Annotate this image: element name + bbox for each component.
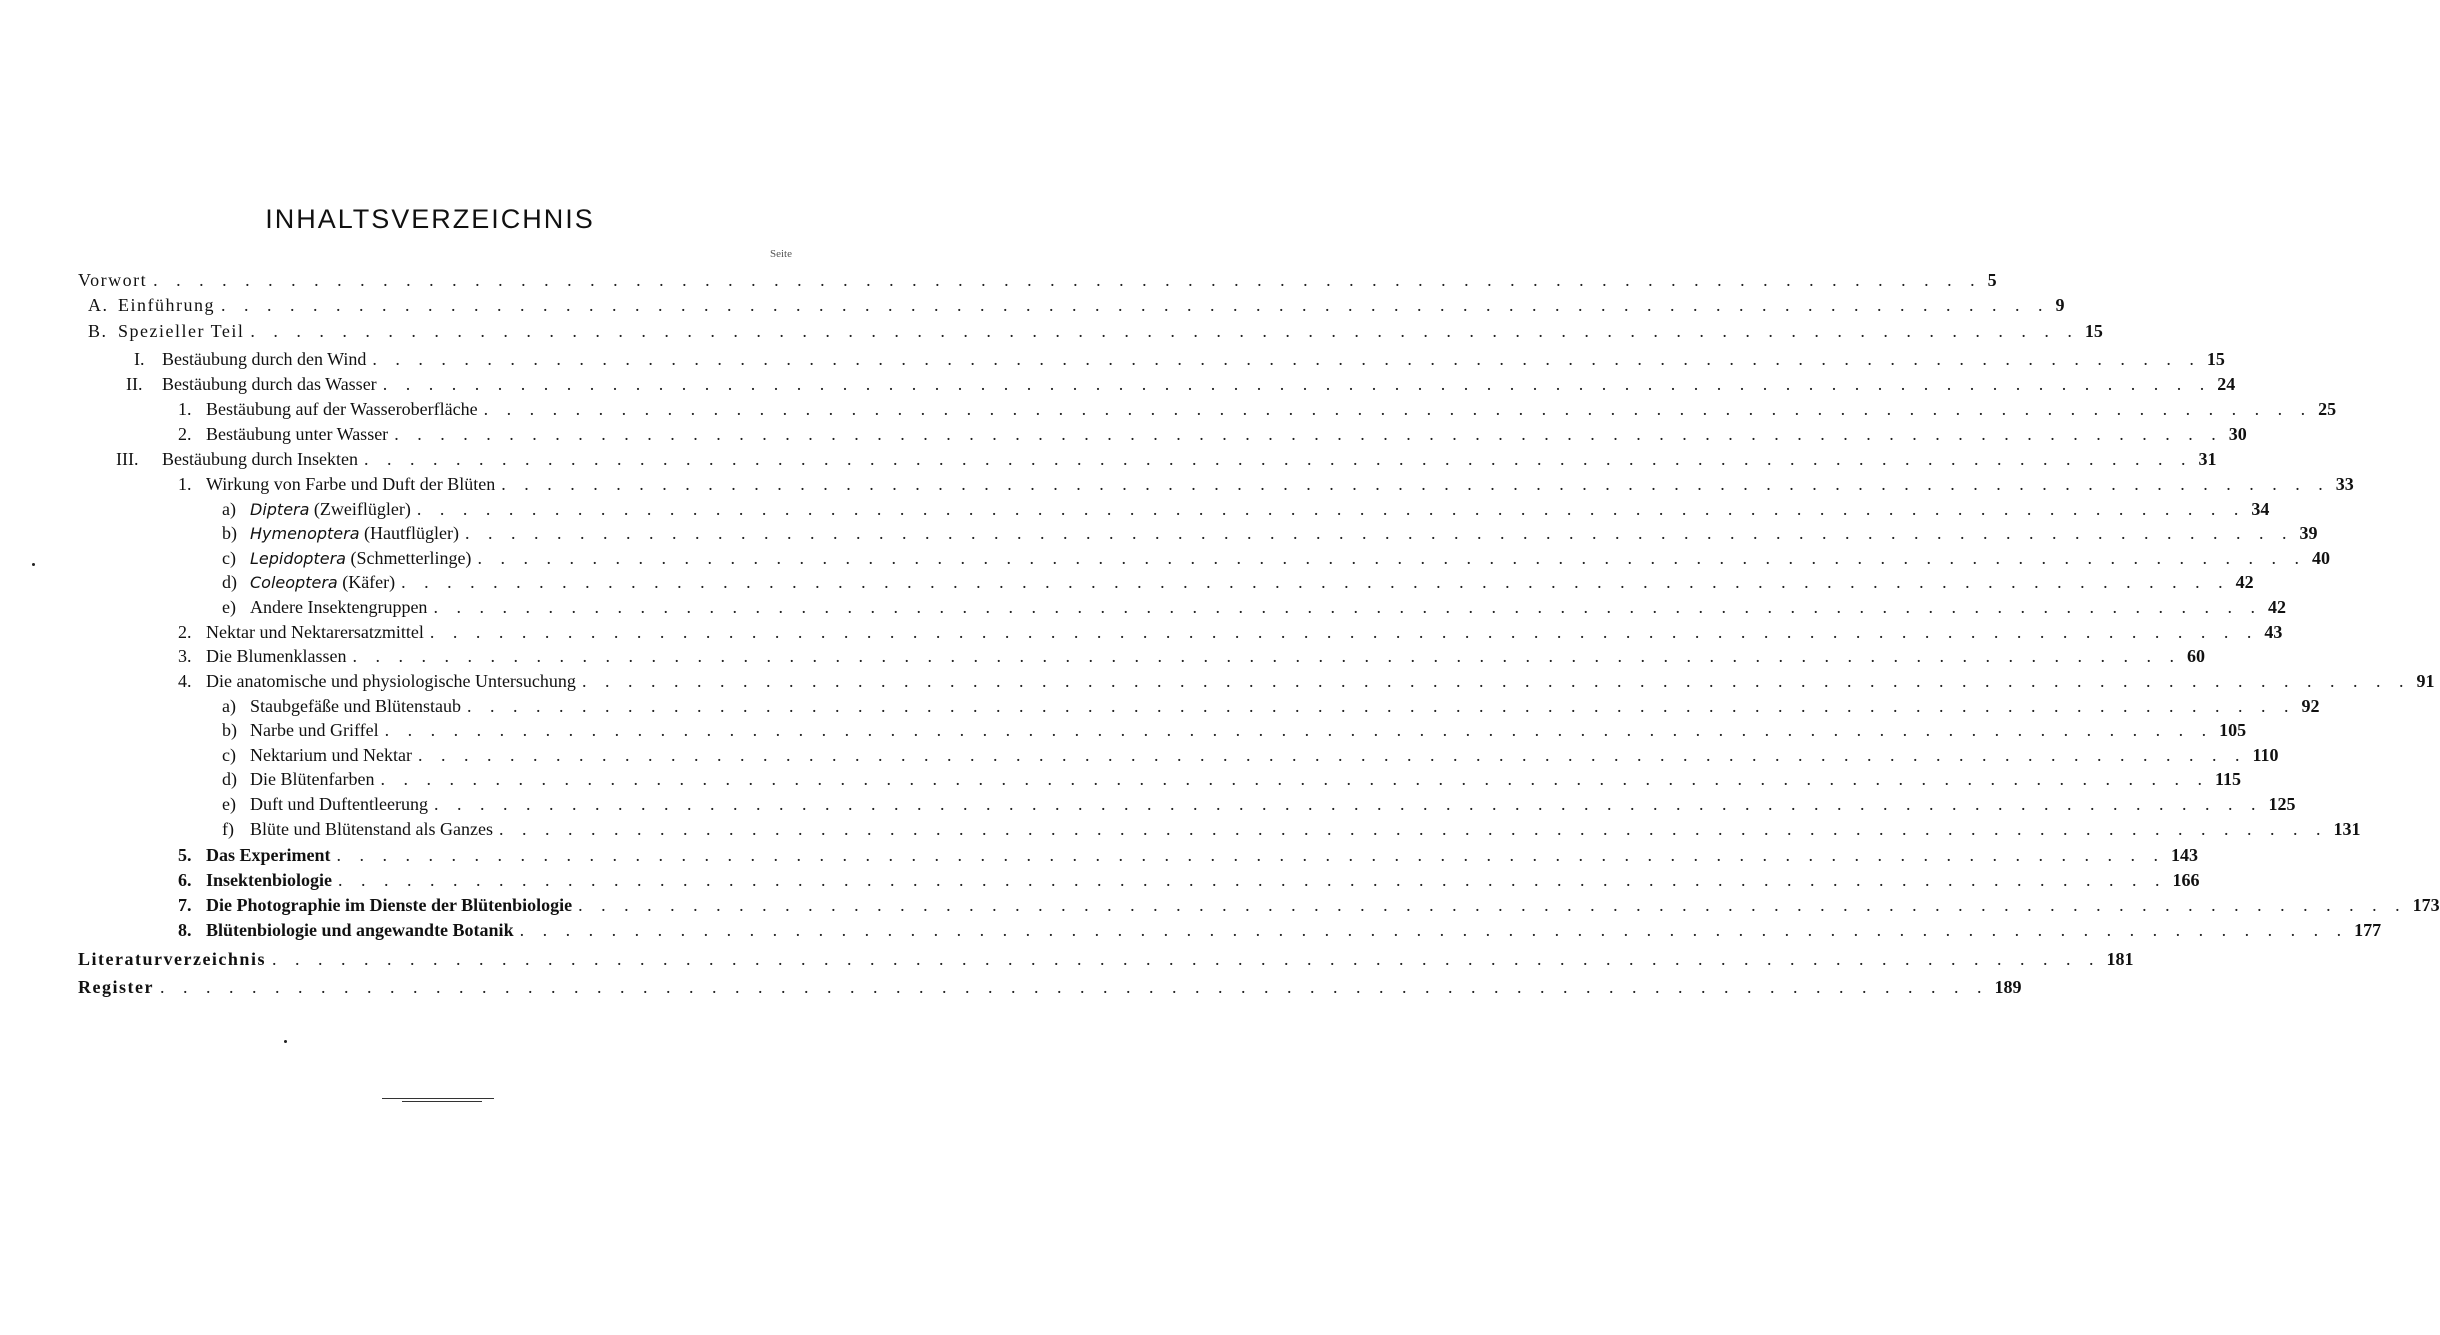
toc-entry-page: 33: [2335, 474, 2354, 494]
dot-leader: . . . . . . . . . . . . . . . . . . . . . . . . . . . . . . . . . . . . . . . . . . . . . . . . . . . . . . . . . . . . . . . . . . . . . . . . . . . . . . . .: [384, 720, 2214, 740]
toc-entry-number: e): [222, 597, 236, 617]
toc-entry-page: 110: [2252, 745, 2279, 765]
toc-entry-label: [178, 868, 332, 892]
toc-entry-page: 34: [2251, 499, 2270, 519]
toc-entry-text: Andere Insektengruppen: [250, 597, 428, 617]
dot-leader: . . . . . . . . . . . . . . . . . . . . . . . . . . . . . . . . . . . . . . . . . . . . . . . . . . . . . . . . . . . . . . . . . . . . . . . . . . . . . . . .: [336, 845, 2165, 865]
page-column-label: Seite: [770, 248, 792, 260]
toc-entry-text: Bestäubung durch den Wind: [162, 349, 367, 369]
toc-entry-page: 31: [2198, 449, 2217, 469]
dot-leader: . . . . . . . . . . . . . . . . . . . . . . . . . . . . . . . . . . . . . . . . . . . . . . . . . . . . . . . . . . . . . . . . . . . . . . . . . . . . . . . .: [401, 572, 2230, 592]
toc-entry-number: B.: [88, 321, 108, 341]
dot-leader: . . . . . . . . . . . . . . . . . . . . . . . . . . . . . . . . . . . . . . . . . . . . . . . . . . . . . . . . . . . . . . . . . . . . . . . . . . . . . . . .: [433, 597, 2262, 617]
toc-entry-label: [88, 293, 215, 317]
toc-entry-text: (Schmetterlinge): [345, 548, 472, 568]
dot-leader: . . . . . . . . . . . . . . . . . . . . . . . . . . . . . . . . . . . . . . . . . . . . . . . . . . . . . . . . . . . . . . . . . . . . . . . . . . . . . . . .: [477, 548, 2306, 568]
closing-rule-lower: [402, 1101, 482, 1102]
toc-entry-number: 5.: [178, 845, 192, 865]
dot-leader: . . . . . . . . . . . . . . . . . . . . . . . . . . . . . . . . . . . . . . . . . . . . . . . . . . . . . . . . . . . . . . . . . . . . . . . . . . . . . . . .: [416, 499, 2246, 519]
toc-entry: [88, 319, 2103, 343]
toc-entry-page: 115: [2214, 769, 2241, 789]
toc-entry-text: (Zweiflügler): [309, 499, 411, 519]
toc-entry-page: 166: [2172, 870, 2200, 890]
toc-entry-text: Blütenbiologie und angewandte Botanik: [206, 920, 514, 940]
toc-entry: [78, 268, 1997, 292]
toc-entry-page: 39: [2299, 523, 2318, 543]
toc-entry-label: [222, 718, 379, 742]
toc-entry-label: [178, 918, 514, 942]
toc-entry-text: Die anatomische und physiologische Untersuchung: [206, 671, 576, 691]
toc-entry-text: Insektenbiologie: [206, 870, 333, 890]
toc-entry-text: Narbe und Griffel: [250, 720, 379, 740]
dot-leader: . . . . . . . . . . . . . . . . . . . . . . . . . . . . . . . . . . . . . . . . . . . . . . . . . . . . . . . . . . . . . . . . . . . . . . . . . . . . . . . .: [483, 399, 2313, 419]
toc-entry: [222, 546, 2330, 570]
toc-entry-label: [178, 644, 346, 668]
toc-entry-text: (Käfer): [337, 572, 396, 592]
toc-entry-label: [222, 497, 411, 522]
dot-leader: . . . . . . . . . . . . . . . . . . . . . . . . . . . . . . . . . . . . . . . . . . . . . . . . . . . . . . . . . . . . . . . . . . . . . . . . . . . . . . . .: [519, 920, 2349, 940]
toc-entry-number: III.: [116, 449, 139, 469]
dot-leader: . . . . . . . . . . . . . . . . . . . . . . . . . . . . . . . . . . . . . . . . . . . . . . . . . . . . . . . . . . . . . . . . . . . . . . . . . . . . . . . .: [159, 977, 1989, 997]
toc-entry: [178, 918, 2382, 942]
toc-entry-number: 6.: [178, 870, 192, 890]
dot-leader: . . . . . . . . . . . . . . . . . . . . . . . . . . . . . . . . . . . . . . . . . . . . . . . . . . . . . . . . . . . . . . . . . . . . . . . . . . . . . . . .: [429, 622, 2259, 642]
dot-leader: . . . . . . . . . . . . . . . . . . . . . . . . . . . . . . . . . . . . . . . . . . . . . . . . . . . . . . . . . . . . . . . . . . . . . . . . . . . . . . . .: [372, 349, 2201, 369]
dot-leader: . . . . . . . . . . . . . . . . . . . . . . . . . . . . . . . . . . . . . . . . . . . . . . . . . . . . . . . . . . . . . . . . . . . . . . . . . . . . . . . .: [578, 895, 2407, 915]
dot-leader: . . . . . . . . . . . . . . . . . . . . . . . . . . . . . . . . . . . . . . . . . . . . . . . . . . . . . . . . . . . . . . . . . . . . . . . . . . . . . . . .: [394, 424, 2223, 444]
dot-leader: . . . . . . . . . . . . . . . . . . . . . . . . . . . . . . . . . . . . . . . . . . . . . . . . . . . . . . . . . . . . . . . . . . . . . . . . . . . . . . . .: [271, 949, 2101, 969]
toc-entry-label: [178, 843, 331, 867]
dot-leader: . . . . . . . . . . . . . . . . . . . . . . . . . . . . . . . . . . . . . . . . . . . . . . . . . . . . . . . . . . . . . . . . . . . . . . . . . . . . . . . .: [352, 646, 2181, 666]
toc-entry-label: [222, 521, 459, 546]
toc-entry-text: Spezieller Teil: [118, 321, 245, 341]
toc-entry-number: d): [222, 572, 237, 592]
toc-entry-label: [222, 694, 461, 718]
toc-entry-label: [134, 347, 366, 371]
toc-entry: [178, 472, 2354, 496]
toc-entry-number: 7.: [178, 895, 192, 915]
dot-leader: . . . . . . . . . . . . . . . . . . . . . . . . . . . . . . . . . . . . . . . . . . . . . . . . . . . . . . . . . . . . . . . . . . . . . . . . . . . . . . . .: [433, 794, 2263, 814]
toc-entry-label: [222, 570, 395, 595]
toc-entry-text: Einführung: [118, 295, 215, 315]
toc-entry: [78, 975, 2022, 999]
toc-entry-number: e): [222, 794, 236, 814]
toc-entry-text: Die Blütenfarben: [250, 769, 375, 789]
dot-leader: . . . . . . . . . . . . . . . . . . . . . . . . . . . . . . . . . . . . . . . . . . . . . . . . . . . . . . . . . . . . . . . . . . . . . . . . . . . . . . . .: [417, 745, 2247, 765]
toc-entry-text: Wirkung von Farbe und Duft der Blüten: [206, 474, 496, 494]
toc-entry: [78, 947, 2134, 971]
toc-entry-page: 40: [2311, 548, 2330, 568]
toc-entry-text: Bestäubung durch Insekten: [162, 449, 358, 469]
toc-entry-text: Bestäubung auf der Wasseroberfläche: [206, 399, 478, 419]
toc-entry-page: 91: [2416, 671, 2435, 691]
toc-entry-label: [222, 817, 493, 841]
toc-entry: [178, 644, 2205, 668]
toc-entry-label: [178, 620, 424, 644]
toc-entry-page: 15: [2206, 349, 2225, 369]
dot-leader: . . . . . . . . . . . . . . . . . . . . . . . . . . . . . . . . . . . . . . . . . . . . . . . . . . . . . . . . . . . . . . . . . . . . . . . . . . . . . . . .: [382, 374, 2212, 394]
toc-entry-page: 173: [2412, 895, 2440, 915]
toc-entry-page: 177: [2354, 920, 2382, 940]
toc-entry-number: 1.: [178, 474, 192, 494]
toc-entry-taxon: Diptera: [250, 500, 310, 519]
toc-entry-taxon: Coleoptera: [250, 573, 338, 592]
toc-entry-taxon: Hymenoptera: [250, 524, 360, 543]
page-title: INHALTSVERZEICHNIS: [265, 204, 595, 234]
toc-entry-label: [222, 743, 412, 767]
dot-leader: . . . . . . . . . . . . . . . . . . . . . . . . . . . . . . . . . . . . . . . . . . . . . . . . . . . . . . . . . . . . . . . . . . . . . . . . . . . . . . . .: [498, 819, 2328, 839]
toc-entry: [222, 497, 2270, 521]
toc-entry-page: 131: [2333, 819, 2361, 839]
toc-entry-label: [222, 767, 374, 791]
toc-entry-text: (Hautflügler): [359, 523, 459, 543]
toc-entry-number: c): [222, 548, 236, 568]
toc-entry-page: 43: [2264, 622, 2283, 642]
toc-entry-number: 2.: [178, 424, 192, 444]
toc-entry: [178, 868, 2200, 892]
toc-entry: [222, 694, 2320, 718]
dot-leader: . . . . . . . . . . . . . . . . . . . . . . . . . . . . . . . . . . . . . . . . . . . . . . . . . . . . . . . . . . . . . . . . . . . . . . . . . . . . . . . .: [363, 449, 2193, 469]
toc-entry-page: 9: [2055, 295, 2065, 315]
toc-entry-label: [88, 319, 244, 343]
toc-entry: [178, 843, 2198, 867]
toc-entry: [116, 447, 2217, 471]
toc-entry: [88, 293, 2065, 317]
dot-leader: . . . . . . . . . . . . . . . . . . . . . . . . . . . . . . . . . . . . . . . . . . . . . . . . . . . . . . . . . . . . . . . . . . . . . . . . . . . . . . . .: [501, 474, 2330, 494]
toc-entry-page: 42: [2267, 597, 2286, 617]
toc-entry-text: Blüte und Blütenstand als Ganzes: [250, 819, 493, 839]
toc-entry: [222, 595, 2286, 619]
toc-entry-page: 30: [2228, 424, 2247, 444]
toc-entry-label: [178, 669, 576, 693]
toc-entry-label: [178, 893, 572, 917]
dot-leader: . . . . . . . . . . . . . . . . . . . . . . . . . . . . . . . . . . . . . . . . . . . . . . . . . . . . . . . . . . . . . . . . . . . . . . . . . . . . . . . .: [380, 769, 2209, 789]
toc-entry-text: Nektar und Nektarersatzmittel: [206, 622, 424, 642]
toc-entry-label: [78, 268, 147, 292]
toc-entry-label: [222, 595, 427, 619]
toc-entry-page: 125: [2268, 794, 2296, 814]
toc-entry-number: a): [222, 696, 236, 716]
toc-entry: [222, 570, 2254, 594]
toc-entry-text: Duft und Duftentleerung: [250, 794, 428, 814]
toc-entry-label: [178, 397, 478, 421]
toc-entry-label: [126, 372, 377, 396]
toc-entry-number: a): [222, 499, 236, 519]
closing-rule: [382, 1098, 494, 1099]
toc-entry-number: 4.: [178, 671, 192, 691]
toc-entry-label: [222, 546, 471, 571]
toc-entry-page: 24: [2217, 374, 2236, 394]
toc-entry-page: 25: [2318, 399, 2337, 419]
toc-entry-number: b): [222, 523, 237, 543]
toc-entry: [178, 620, 2283, 644]
toc-entry: [178, 397, 2337, 421]
toc-entry-number: 8.: [178, 920, 192, 940]
toc-entry: [222, 767, 2241, 791]
toc-entry: [178, 893, 2440, 917]
dot-leader: . . . . . . . . . . . . . . . . . . . . . . . . . . . . . . . . . . . . . . . . . . . . . . . . . . . . . . . . . . . . . . . . . . . . . . . . . . . . . . . .: [581, 671, 2411, 691]
dot-leader: . . . . . . . . . . . . . . . . . . . . . . . . . . . . . . . . . . . . . . . . . . . . . . . . . . . . . . . . . . . . . . . . . . . . . . . . . . . . . . . .: [153, 270, 1982, 290]
toc-entry-taxon: Lepidoptera: [250, 549, 346, 568]
toc-entry-text: Vorwort: [78, 270, 148, 290]
toc-entry-page: 189: [1994, 977, 2022, 997]
toc-entry: [222, 817, 2361, 841]
toc-entry-number: f): [222, 819, 234, 839]
toc-entry-number: 3.: [178, 646, 192, 666]
toc-entry-number: I.: [134, 349, 145, 369]
toc-entry: [222, 743, 2279, 767]
toc-entry-label: [178, 422, 388, 446]
toc-entry-label: [116, 447, 358, 471]
toc-entry-page: 105: [2219, 720, 2247, 740]
toc-entry-number: 1.: [178, 399, 192, 419]
toc-entry-number: 2.: [178, 622, 192, 642]
toc-entry-page: 181: [2106, 949, 2134, 969]
toc-entry: [134, 347, 2225, 371]
toc-entry-number: d): [222, 769, 237, 789]
toc-entry-text: Nektarium und Nektar: [250, 745, 412, 765]
dot-leader: . . . . . . . . . . . . . . . . . . . . . . . . . . . . . . . . . . . . . . . . . . . . . . . . . . . . . . . . . . . . . . . . . . . . . . . . . . . . . . . .: [220, 295, 2050, 315]
toc-entry: [178, 422, 2247, 446]
toc-entry-number: b): [222, 720, 237, 740]
dot-leader: . . . . . . . . . . . . . . . . . . . . . . . . . . . . . . . . . . . . . . . . . . . . . . . . . . . . . . . . . . . . . . . . . . . . . . . . . . . . . . . .: [250, 321, 2079, 341]
toc-entry-number: c): [222, 745, 236, 765]
toc-entry-page: 92: [2301, 696, 2320, 716]
toc-entry-page: 15: [2084, 321, 2103, 341]
dot-leader: . . . . . . . . . . . . . . . . . . . . . . . . . . . . . . . . . . . . . . . . . . . . . . . . . . . . . . . . . . . . . . . . . . . . . . . . . . . . . . . .: [464, 523, 2294, 543]
toc-entry: [222, 521, 2318, 545]
dot-leader: . . . . . . . . . . . . . . . . . . . . . . . . . . . . . . . . . . . . . . . . . . . . . . . . . . . . . . . . . . . . . . . . . . . . . . . . . . . . . . . .: [338, 870, 2167, 890]
print-speck: [32, 563, 35, 566]
toc-entry-page: 60: [2186, 646, 2205, 666]
toc-entry-page: 5: [1987, 270, 1997, 290]
toc-entry-text: Literaturverzeichnis: [78, 949, 266, 969]
toc-entry-label: [178, 472, 495, 496]
toc-entry-number: II.: [126, 374, 143, 394]
toc-entry-page: 143: [2171, 845, 2198, 865]
toc-entry-number: A.: [88, 295, 109, 315]
toc-entry: [222, 792, 2296, 816]
toc-entry-label: [78, 975, 154, 999]
toc-entry-text: Bestäubung durch das Wasser: [162, 374, 377, 394]
toc-entry-text: Staubgefäße und Blütenstaub: [250, 696, 461, 716]
toc-entry: [222, 718, 2247, 742]
toc-entry-label: [78, 947, 266, 971]
toc-entry: [178, 669, 2435, 693]
toc-entry-text: Die Photographie im Dienste der Blütenbiologie: [206, 895, 573, 915]
toc-entry-text: Bestäubung unter Wasser: [206, 424, 389, 444]
toc-entry-text: Register: [78, 977, 154, 997]
toc-entry: [126, 372, 2236, 396]
print-speck: [284, 1040, 287, 1043]
dot-leader: . . . . . . . . . . . . . . . . . . . . . . . . . . . . . . . . . . . . . . . . . . . . . . . . . . . . . . . . . . . . . . . . . . . . . . . . . . . . . . . .: [466, 696, 2296, 716]
toc-entry-text: Die Blumenklassen: [206, 646, 347, 666]
toc-entry-text: Das Experiment: [206, 845, 331, 865]
toc-entry-page: 42: [2235, 572, 2254, 592]
toc-entry-label: [222, 792, 428, 816]
